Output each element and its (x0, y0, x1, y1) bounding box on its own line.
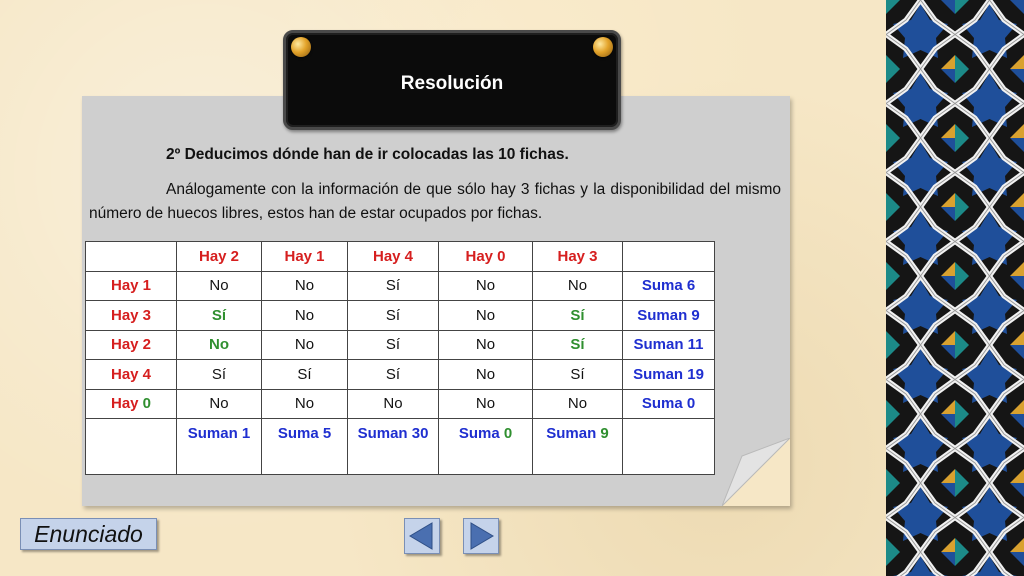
row-label: Hay 1 (86, 271, 177, 301)
step-heading: 2º Deducimos dónde han de ir colocadas las 10 fichas. (166, 146, 569, 163)
table-cell: No (439, 271, 533, 301)
row-sum: Suma 0 (623, 389, 715, 419)
table-cell: No (177, 271, 262, 301)
header-cell: Hay 1 (262, 242, 348, 272)
table-cell: Sí (533, 360, 623, 390)
row-sum: Suman 11 (623, 330, 715, 360)
header-cell (86, 242, 177, 272)
column-sum-value: 9 (600, 425, 609, 442)
column-sum (177, 419, 262, 475)
deduction-table (85, 241, 715, 475)
header-cell (623, 242, 715, 272)
table-cell: Sí (348, 271, 439, 301)
page-curl (722, 438, 790, 506)
table-cell: Sí (348, 330, 439, 360)
column-sum-value: 0 (503, 425, 513, 442)
column-sum (439, 419, 533, 475)
row-sum: Suman 9 (623, 301, 715, 331)
table-cell: Sí (533, 301, 623, 331)
header-cell: Hay 3 (533, 242, 623, 272)
table-cell: No (177, 330, 262, 360)
table-cell: No (439, 389, 533, 419)
decorative-mosaic (886, 0, 1024, 576)
column-sum-text: Suma (458, 425, 504, 442)
table-cell: No (439, 360, 533, 390)
table-cell: No (439, 301, 533, 331)
column-sum-text: Suman (546, 425, 601, 442)
header-cell: Hay 2 (177, 242, 262, 272)
row-sum: Suma 6 (623, 271, 715, 301)
table-cell: No (439, 330, 533, 360)
table-header-row (86, 242, 715, 272)
column-sum-text: Suman 1 (187, 425, 251, 442)
table-row (86, 330, 715, 360)
column-sum-text: Suman 30 (357, 425, 429, 442)
table-row (86, 389, 715, 419)
arrow-right-icon (464, 519, 498, 553)
pin-icon (291, 37, 311, 57)
row-label-value: 0 (142, 395, 152, 413)
table-row (86, 360, 715, 390)
next-button[interactable] (463, 518, 499, 554)
title-tab (283, 30, 621, 130)
enunciado-button[interactable]: Enunciado (20, 518, 157, 550)
table-cell: Sí (177, 301, 262, 331)
column-sums-row (86, 419, 715, 475)
row-sum: Suman 19 (623, 360, 715, 390)
table-cell: No (262, 389, 348, 419)
table-row (86, 301, 715, 331)
row-label: Hay 4 (86, 360, 177, 390)
slide-title: Resolución (400, 73, 504, 94)
table-cell: Sí (533, 330, 623, 360)
header-cell: Hay 0 (439, 242, 533, 272)
table-cell: No (262, 330, 348, 360)
table-cell: No (262, 271, 348, 301)
arrow-left-icon (405, 519, 439, 553)
table-cell: No (348, 389, 439, 419)
row-label: Hay 3 (86, 301, 177, 331)
column-sum (533, 419, 623, 475)
table-cell: No (177, 389, 262, 419)
explanation-paragraph: Análogamente con la información de que sólo hay 3 fichas y la disponibilidad del mismo número de huecos libres, estos han de estar ocupados por fichas. (89, 181, 781, 222)
row-label (86, 389, 177, 419)
table-cell: No (262, 301, 348, 331)
empty-cell (623, 419, 715, 475)
column-sum-text: Suma 5 (277, 425, 332, 442)
mosaic-pattern (886, 0, 1024, 576)
column-sum (348, 419, 439, 475)
header-cell: Hay 4 (348, 242, 439, 272)
column-sum (262, 419, 348, 475)
empty-cell (86, 419, 177, 475)
table-cell: Sí (348, 301, 439, 331)
table-cell: Sí (348, 360, 439, 390)
table-cell: No (533, 389, 623, 419)
previous-button[interactable] (404, 518, 440, 554)
pin-icon (593, 37, 613, 57)
table-cell: Sí (177, 360, 262, 390)
table-cell: No (533, 271, 623, 301)
row-label-prefix: Hay (110, 395, 143, 413)
row-label: Hay 2 (86, 330, 177, 360)
table-row (86, 271, 715, 301)
table-cell: Sí (262, 360, 348, 390)
